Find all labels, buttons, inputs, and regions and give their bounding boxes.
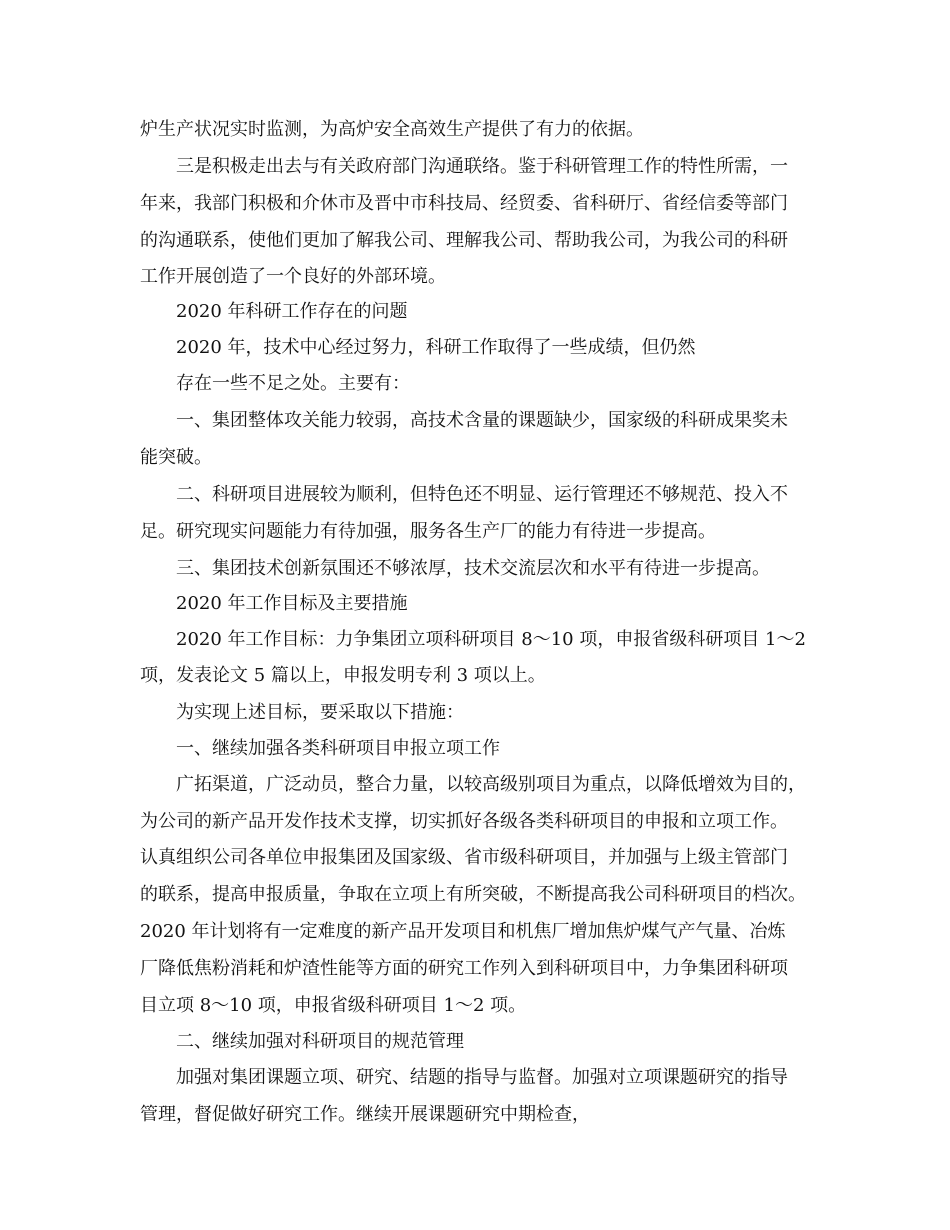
text-line-28: 管理，督促做好研究工作。继续开展课题研究中期检查，: [140, 1104, 590, 1125]
subheading-measure-2: 二、继续加强对科研项目的规范管理: [176, 1031, 464, 1052]
text-line-21: 认真组织公司各单位申报集团及国家级、省市级科研项目，并加强与上级主管部门: [140, 847, 788, 868]
section-heading-problems: 2020 年科研工作存在的问题: [176, 301, 408, 322]
text-line-25: 目立项 8～10 项，申报省级科研项目 1～2 项。: [140, 995, 527, 1016]
text-line-19: 广拓渠道，广泛动员，整合力量，以较高级别项目为重点，以降低增效为目的，: [176, 774, 806, 795]
text-line-7: 2020 年，技术中心经过努力，科研工作取得了一些成绩，但仍然: [176, 337, 696, 358]
text-line-22: 的联系，提高申报质量，争取在立项上有所突破，不断提高我公司科研项目的档次。: [140, 884, 806, 905]
text-line-23: 2020 年计划将有一定难度的新产品开发项目和机焦厂增加焦炉煤气产气量、冶炼: [140, 921, 786, 942]
text-line-4: 的沟通联系，使他们更加了解我公司、理解我公司、帮助我公司，为我公司的科研: [140, 230, 788, 251]
text-line-11: 二、科研项目进展较为顺利，但特色还不明显、运行管理还不够规范、投入不: [176, 484, 788, 505]
text-line-15: 2020 年工作目标：力争集团立项科研项目 8～10 项，申报省级科研项目 1～2: [176, 629, 806, 650]
text-line-13: 三、集团技术创新氛围还不够浓厚，技术交流层次和水平有待进一步提高。: [176, 558, 770, 579]
text-line-20: 为公司的新产品开发作技术支撑，切实抓好各级各类科研项目的申报和立项工作。: [140, 811, 788, 832]
text-line-17: 为实现上述目标，要采取以下措施：: [176, 702, 464, 723]
text-line-5: 工作开展创造了一个良好的外部环境。: [140, 266, 446, 287]
text-line-9: 一、集团整体攻关能力较弱，高技术含量的课题缺少，国家级的科研成果奖未: [176, 410, 788, 431]
text-line-16: 项，发表论文 5 篇以上，申报发明专利 3 项以上。: [140, 665, 546, 686]
text-line-27: 加强对集团课题立项、研究、结题的指导与监督。加强对立项课题研究的指导: [176, 1067, 788, 1088]
subheading-measure-1: 一、继续加强各类科研项目申报立项工作: [176, 738, 500, 759]
section-heading-goals: 2020 年工作目标及主要措施: [176, 593, 408, 614]
text-line-2: 三是积极走出去与有关政府部门沟通联络。鉴于科研管理工作的特性所需，一: [176, 156, 788, 177]
text-line-12: 足。研究现实问题能力有待加强，服务各生产厂的能力有待进一步提高。: [140, 521, 716, 542]
text-line-8: 存在一些不足之处。主要有：: [176, 373, 410, 394]
text-line-3: 年来，我部门积极和介休市及晋中市科技局、经贸委、省科研厅、省经信委等部门: [140, 193, 788, 214]
text-line-1: 炉生产状况实时监测，为高炉安全高效生产提供了有力的依据。: [140, 119, 644, 140]
text-line-10: 能突破。: [140, 447, 212, 468]
text-line-24: 厂降低焦粉消耗和炉渣性能等方面的研究工作列入到科研项目中，力争集团科研项: [140, 958, 788, 979]
